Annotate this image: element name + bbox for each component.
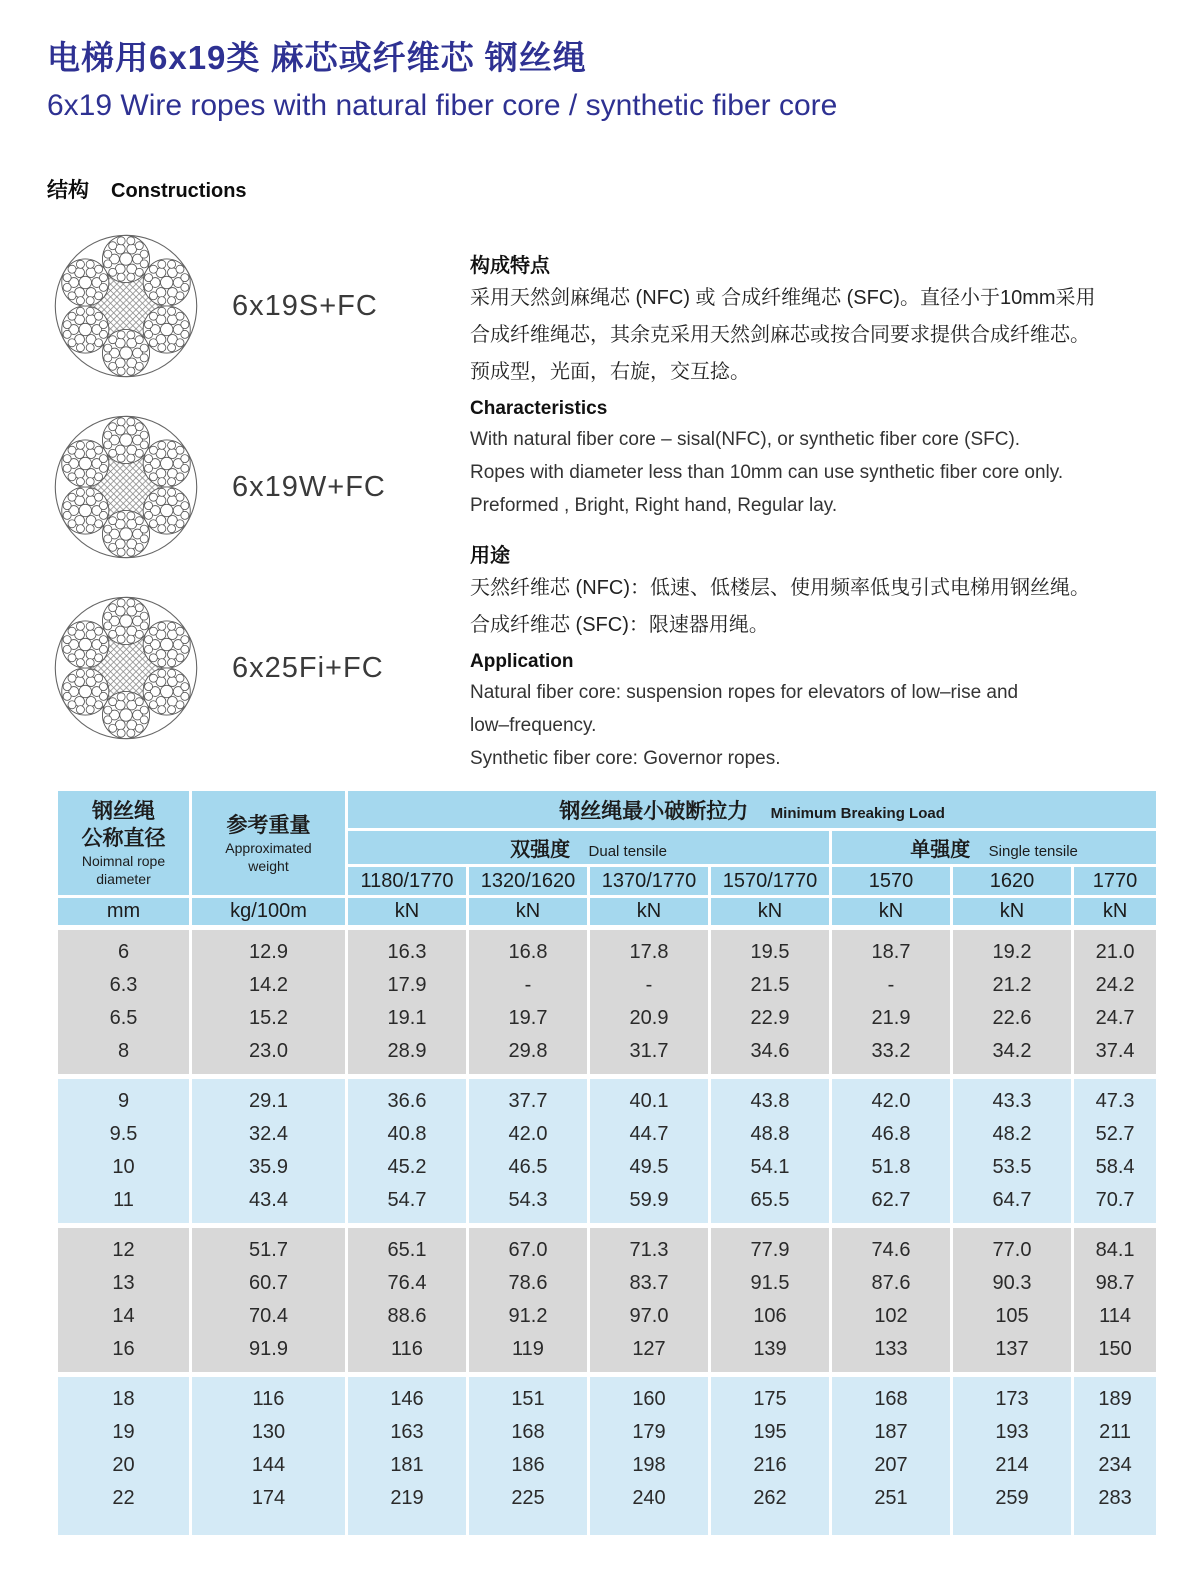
cell-breaking-load: 40.1 [590,1074,711,1118]
cell-weight: 130 [192,1416,348,1449]
cell-breaking-load: - [832,969,953,1002]
cell-breaking-load: 106 [711,1300,832,1333]
cell-breaking-load: 45.2 [348,1151,469,1184]
cell-breaking-load: 54.7 [348,1184,469,1223]
cell-breaking-load: 139 [711,1333,832,1372]
text-line: 合成纤维绳芯，其余克采用天然剑麻芯或按合同要求提供合成纤维芯。 [470,324,1090,346]
cell-breaking-load: 44.7 [590,1118,711,1151]
cell-breaking-load: 19.1 [348,1002,469,1035]
cell-weight: 91.9 [192,1333,348,1372]
grade-header-cell: 1370/1770 [590,867,711,898]
cell-breaking-load: 179 [590,1416,711,1449]
cell-breaking-load: 83.7 [590,1267,711,1300]
cell-breaking-load: 28.9 [348,1035,469,1074]
page-title-english: 6x19 Wire ropes with natural fiber core / synthetic fiber core [47,89,838,122]
header-text: 双强度 [510,839,571,861]
cell-diameter: 14 [58,1300,192,1333]
cell-breaking-load: 87.6 [832,1267,953,1300]
cell-breaking-load: 207 [832,1449,953,1482]
cell-breaking-load: 168 [469,1416,590,1449]
table-row [58,1482,1156,1535]
section-heading-english: Constructions [111,180,247,202]
header-text: 钢丝绳最小破断拉力 [559,799,749,823]
unit-kn-cell: kN [832,898,953,930]
table-row [58,1267,1156,1300]
cell-diameter: 9.5 [58,1118,192,1151]
cell-breaking-load: 168 [832,1372,953,1416]
cell-breaking-load: 52.7 [1074,1118,1156,1151]
table-row [58,1118,1156,1151]
column-header-breaking-load [348,791,1156,831]
cell-breaking-load: 77.0 [953,1223,1074,1267]
cell-breaking-load: 33.2 [832,1035,953,1074]
cell-diameter: 18 [58,1372,192,1416]
cell-diameter: 20 [58,1449,192,1482]
constructions-section-heading [47,174,247,204]
cell-breaking-load: 36.6 [348,1074,469,1118]
cell-breaking-load: 211 [1074,1416,1156,1449]
cell-breaking-load: 214 [953,1449,1074,1482]
cell-breaking-load: 114 [1074,1300,1156,1333]
unit-kn-cell: kN [590,898,711,930]
text-line: 合成纤维芯 (SFC)：限速器用绳。 [470,614,769,636]
cell-breaking-load: 187 [832,1416,953,1449]
section-heading-chinese: 结构 [47,179,89,202]
cell-breaking-load: 19.7 [469,1002,590,1035]
header-text: Single tensile [988,843,1078,860]
cell-breaking-load: 225 [469,1482,590,1535]
cell-breaking-load: 65.5 [711,1184,832,1223]
cell-diameter: 16 [58,1333,192,1372]
cell-breaking-load: 58.4 [1074,1151,1156,1184]
cell-diameter: 8 [58,1035,192,1074]
cell-breaking-load: - [469,969,590,1002]
table-row [58,1300,1156,1333]
cell-breaking-load: 31.7 [590,1035,711,1074]
description-column [470,252,1185,775]
cell-weight: 116 [192,1372,348,1416]
cell-breaking-load: 49.5 [590,1151,711,1184]
cell-breaking-load: 186 [469,1449,590,1482]
application-body-chinese [470,570,1185,644]
cell-weight: 60.7 [192,1267,348,1300]
cell-breaking-load: 34.6 [711,1035,832,1074]
rope-constructions-list [53,233,386,776]
cell-breaking-load: 21.9 [832,1002,953,1035]
table-group [58,1372,1156,1535]
grade-header-cell: 1180/1770 [348,867,469,898]
table-group [58,1223,1156,1372]
cell-breaking-load: 34.2 [953,1035,1074,1074]
characteristics-heading-chinese: 构成特点 [470,255,550,277]
cell-breaking-load: 78.6 [469,1267,590,1300]
table-row [58,1333,1156,1372]
text-line: With natural fiber core – sisal(NFC), or synthetic fiber core (SFC). [470,429,1021,450]
construction-label: 6x19W+FC [232,470,386,503]
characteristics-heading-english: Characteristics [470,398,608,419]
table-group [58,930,1156,1074]
cell-weight: 43.4 [192,1184,348,1223]
cell-breaking-load: 181 [348,1449,469,1482]
cell-breaking-load: 18.7 [832,930,953,969]
application-body-english [470,676,1185,775]
cell-breaking-load: 19.5 [711,930,832,969]
cell-breaking-load: 17.9 [348,969,469,1002]
page-title-chinese: 电梯用6x19类 麻芯或纤维芯 钢丝绳 [47,39,587,76]
cell-diameter: 10 [58,1151,192,1184]
construction-item [53,414,386,560]
unit-weight-cell: kg/100m [192,898,348,930]
unit-kn-cell: kN [348,898,469,930]
specification-table-wrap [58,791,1156,1535]
cell-breaking-load: 16.3 [348,930,469,969]
cell-weight: 12.9 [192,930,348,969]
application-heading-english: Application [470,651,574,672]
rope-cross-section-diagram [53,233,199,379]
header-text: 参考重量 [226,813,311,837]
text-line: low–frequency. [470,715,597,736]
grade-header-cell: 1570/1770 [711,867,832,898]
cell-weight: 23.0 [192,1035,348,1074]
cell-breaking-load: 47.3 [1074,1074,1156,1118]
table-row [58,1151,1156,1184]
cell-breaking-load: 40.8 [348,1118,469,1151]
page-title-block [47,32,837,123]
header-text: 钢丝绳 [92,800,155,823]
cell-breaking-load: 173 [953,1372,1074,1416]
cell-breaking-load: 59.9 [590,1184,711,1223]
table-row [58,1035,1156,1074]
cell-breaking-load: 37.7 [469,1074,590,1118]
text-line: 天然纤维芯 (NFC)：低速、低楼层、使用频率低曳引式电梯用钢丝绳。 [470,577,1090,599]
cell-breaking-load: 151 [469,1372,590,1416]
cell-breaking-load: 240 [590,1482,711,1535]
construction-label: 6x25Fi+FC [232,651,384,684]
cell-breaking-load: 22.9 [711,1002,832,1035]
cell-breaking-load: 46.5 [469,1151,590,1184]
cell-diameter: 6.5 [58,1002,192,1035]
table-header [58,791,1156,930]
cell-weight: 35.9 [192,1151,348,1184]
cell-breaking-load: 24.2 [1074,969,1156,1002]
cell-breaking-load: 67.0 [469,1223,590,1267]
cell-breaking-load: 105 [953,1300,1074,1333]
cell-breaking-load: 43.3 [953,1074,1074,1118]
cell-breaking-load: 98.7 [1074,1267,1156,1300]
cell-breaking-load: 84.1 [1074,1223,1156,1267]
cell-breaking-load: 160 [590,1372,711,1416]
cell-breaking-load: 163 [348,1416,469,1449]
cell-breaking-load: 54.1 [711,1151,832,1184]
cell-breaking-load: 21.5 [711,969,832,1002]
cell-breaking-load: 262 [711,1482,832,1535]
characteristics-body-english [470,423,1185,522]
unit-kn-cell: kN [711,898,832,930]
header-text: 公称直径 [81,827,166,850]
cell-breaking-load: 127 [590,1333,711,1372]
cell-diameter: 12 [58,1223,192,1267]
cell-breaking-load: 74.6 [832,1223,953,1267]
table-row [58,1372,1156,1416]
text-line: Preformed , Bright, Right hand, Regular lay. [470,495,838,516]
cell-diameter: 6 [58,930,192,969]
table-row [58,1449,1156,1482]
text-line: 预成型，光面，右旋，交互捻。 [470,361,750,383]
cell-breaking-load: 21.0 [1074,930,1156,969]
cell-breaking-load: 22.6 [953,1002,1074,1035]
construction-item [53,595,386,741]
cell-breaking-load: 102 [832,1300,953,1333]
cell-breaking-load: 189 [1074,1372,1156,1416]
cell-weight: 144 [192,1449,348,1482]
cell-breaking-load: 97.0 [590,1300,711,1333]
cell-diameter: 22 [58,1482,192,1535]
cell-breaking-load: 24.7 [1074,1002,1156,1035]
header-text: Approximated [225,839,312,856]
cell-weight: 70.4 [192,1300,348,1333]
column-header-weight [192,791,348,898]
cell-diameter: 11 [58,1184,192,1223]
grade-header-cell: 1770 [1074,867,1156,898]
units-row [58,898,1156,930]
header-text: Minimum Breaking Load [770,804,945,822]
unit-kn-cell: kN [953,898,1074,930]
cell-breaking-load: 20.9 [590,1002,711,1035]
cell-breaking-load: 42.0 [469,1118,590,1151]
table-row [58,1223,1156,1267]
cell-breaking-load: 29.8 [469,1035,590,1074]
cell-breaking-load: 150 [1074,1333,1156,1372]
column-header-dual-tensile [348,831,832,867]
cell-breaking-load: 17.8 [590,930,711,969]
construction-label: 6x19S+FC [232,289,378,322]
cell-breaking-load: - [590,969,711,1002]
cell-breaking-load: 51.8 [832,1151,953,1184]
header-text: Dual tensile [588,843,667,860]
application-heading-chinese: 用途 [470,545,510,567]
unit-kn-cell: kN [469,898,590,930]
table-group [58,1074,1156,1223]
cell-breaking-load: 54.3 [469,1184,590,1223]
cell-breaking-load: 137 [953,1333,1074,1372]
cell-breaking-load: 133 [832,1333,953,1372]
specification-table [58,791,1156,1535]
header-text: 单强度 [910,839,971,861]
unit-mm-cell: mm [58,898,192,930]
cell-breaking-load: 19.2 [953,930,1074,969]
column-header-diameter [58,791,192,898]
cell-weight: 174 [192,1482,348,1535]
grade-header-cell: 1570 [832,867,953,898]
cell-breaking-load: 146 [348,1372,469,1416]
cell-breaking-load: 65.1 [348,1223,469,1267]
table-row [58,1002,1156,1035]
cell-breaking-load: 48.8 [711,1118,832,1151]
cell-weight: 14.2 [192,969,348,1002]
text-line: 采用天然剑麻绳芯 (NFC) 或 合成纤维绳芯 (SFC)。直径小于10mm采用 [470,287,1096,309]
cell-weight: 32.4 [192,1118,348,1151]
cell-breaking-load: 91.5 [711,1267,832,1300]
characteristics-body-chinese [470,280,1185,391]
cell-weight: 51.7 [192,1223,348,1267]
cell-breaking-load: 62.7 [832,1184,953,1223]
cell-breaking-load: 195 [711,1416,832,1449]
cell-breaking-load: 71.3 [590,1223,711,1267]
header-text: Noimnal rope [81,853,166,869]
table-row [58,930,1156,969]
cell-breaking-load: 76.4 [348,1267,469,1300]
cell-breaking-load: 37.4 [1074,1035,1156,1074]
cell-breaking-load: 53.5 [953,1151,1074,1184]
cell-weight: 15.2 [192,1002,348,1035]
rope-cross-section-diagram [53,414,199,560]
text-line: Ropes with diameter less than 10mm can use synthetic fiber core only. [470,462,1064,483]
cell-breaking-load: 88.6 [348,1300,469,1333]
grade-header-cell: 1620 [953,867,1074,898]
cell-breaking-load: 46.8 [832,1118,953,1151]
cell-breaking-load: 116 [348,1333,469,1372]
cell-diameter: 9 [58,1074,192,1118]
table-row [58,1416,1156,1449]
cell-breaking-load: 43.8 [711,1074,832,1118]
header-text: weight [248,857,289,874]
cell-breaking-load: 70.7 [1074,1184,1156,1223]
column-header-single-tensile [832,831,1156,867]
table-row [58,969,1156,1002]
grade-header-cell: 1320/1620 [469,867,590,898]
cell-breaking-load: 91.2 [469,1300,590,1333]
header-text: diameter [96,871,151,887]
cell-breaking-load: 259 [953,1482,1074,1535]
text-line: Natural fiber core: suspension ropes for elevators of low–rise and [470,682,1019,703]
table-row [58,1184,1156,1223]
cell-diameter: 19 [58,1416,192,1449]
cell-diameter: 6.3 [58,969,192,1002]
cell-breaking-load: 42.0 [832,1074,953,1118]
construction-item [53,233,386,379]
cell-weight: 29.1 [192,1074,348,1118]
cell-breaking-load: 234 [1074,1449,1156,1482]
cell-breaking-load: 193 [953,1416,1074,1449]
cell-breaking-load: 119 [469,1333,590,1372]
cell-diameter: 13 [58,1267,192,1300]
cell-breaking-load: 64.7 [953,1184,1074,1223]
cell-breaking-load: 175 [711,1372,832,1416]
cell-breaking-load: 251 [832,1482,953,1535]
cell-breaking-load: 219 [348,1482,469,1535]
cell-breaking-load: 216 [711,1449,832,1482]
rope-cross-section-diagram [53,595,199,741]
cell-breaking-load: 90.3 [953,1267,1074,1300]
cell-breaking-load: 198 [590,1449,711,1482]
cell-breaking-load: 21.2 [953,969,1074,1002]
cell-breaking-load: 283 [1074,1482,1156,1535]
cell-breaking-load: 16.8 [469,930,590,969]
unit-kn-cell: kN [1074,898,1156,930]
cell-breaking-load: 77.9 [711,1223,832,1267]
cell-breaking-load: 48.2 [953,1118,1074,1151]
table-row [58,1074,1156,1118]
text-line: Synthetic fiber core: Governor ropes. [470,748,781,769]
